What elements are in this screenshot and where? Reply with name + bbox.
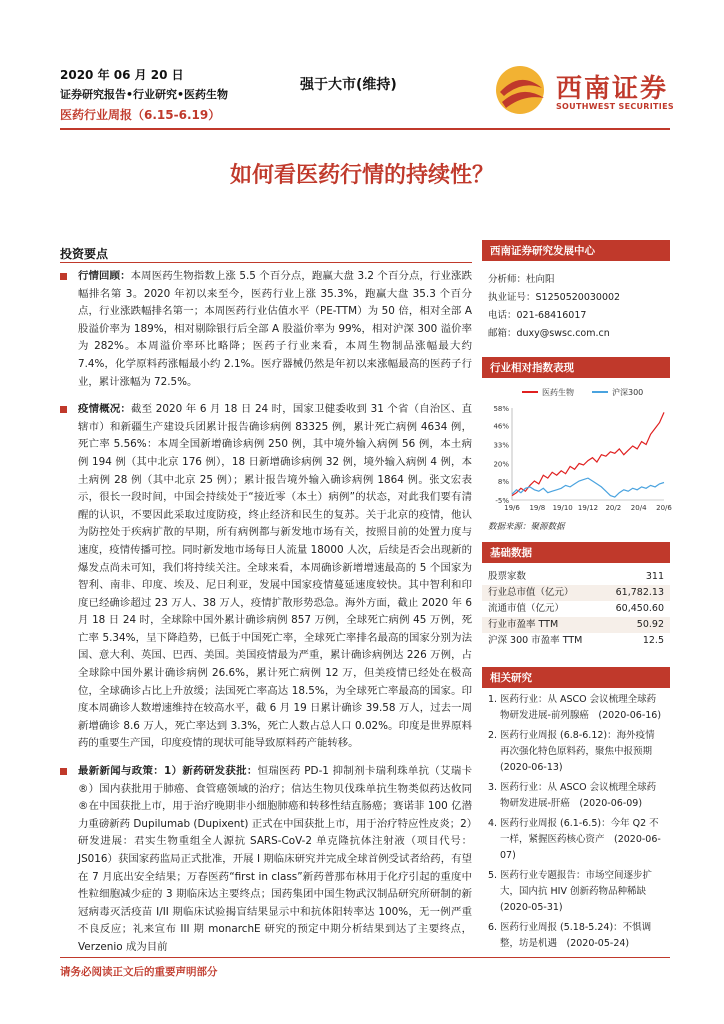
rating: 强于大市(维持) (300, 77, 397, 93)
y-tick-label: 8% (497, 478, 509, 487)
paragraph-news (60, 763, 472, 957)
bullet-icon (60, 768, 67, 775)
paragraph-lead: 行情回顾： (78, 270, 131, 282)
basic-data-key: 行业市盈率 TTM (488, 619, 559, 630)
basic-data-value: 50.92 (636, 619, 664, 630)
paragraph-epidemic (60, 401, 472, 753)
analyst-cert: 执业证号：S1250520030002 (488, 292, 621, 303)
footer-divider (60, 957, 670, 958)
item-title: 医药行业专题报告：市场空间逐步扩大，国内抗 HIV 创新药物品种稀缺 (2020-05-31) (500, 870, 656, 913)
x-tick-label: 19/6 (504, 504, 520, 512)
basic-data-key: 行业总市值（亿元） (488, 587, 574, 598)
x-tick-label: 20/2 (605, 504, 622, 512)
relative-index-chart (482, 382, 670, 520)
y-tick-label: 58% (493, 405, 509, 413)
y-tick-label: 46% (493, 422, 509, 431)
paragraph-text: 恒瑞医药 PD-1 抑制剂卡瑞利珠单抗（艾瑞卡®）国内获批用于肺癌、食管癌领域的治疗；信达生物贝伐珠单抗生物类似药达攸同®在中国获批上市，用于治疗晚期非小细胞肺癌和转移性结直肠癌；赛诺菲 100 亿潜力重磅新药 Dupilumab (Dupixent) 正式在中国获批上市，用于治疗特应性皮炎；2）研发进展：君实生物重组全人源抗 SARS-CoV-2 单克隆抗体注射液（项目代号：JS016）获国家药监局正式批准，开展 I 期临床研究并完成全球首例受试者给药，有望在 7 月底出安全结果；万春医药“first in class”新药普那布林用于化疗引起的重度中性粒细胞减少症的 3 期临床达主要终点；国药集团中国生物武汉制品研究所研制的新冠病毒灭活疫苗 I/II 期临床试验揭盲结果显示中和抗体阳转率达 100%，无一例严重不良反应；礼来宣布 III 期 monarchE 研究的预定中期分析结果到达了主要终点，Verzenio 成为目前 (78, 765, 472, 953)
related-research-item[interactable] (488, 780, 664, 812)
company-logo (492, 62, 682, 118)
basic-data-key: 沪深 300 市盈率 TTM (488, 635, 583, 646)
legend-label: 医药生物 (542, 388, 574, 397)
paragraph-lead: 疫情概况： (78, 403, 132, 416)
basic-data-row (482, 601, 670, 617)
analyst-name: 分析师：杜向阳 (488, 274, 555, 285)
basic-data-value: 12.5 (642, 635, 664, 646)
logo-emblem-icon (492, 62, 548, 118)
research-team-heading: 西南证券研究发展中心 (482, 240, 670, 261)
report-date: 2020 年 06 月 20 日 (60, 68, 184, 82)
report-category: 证券研究报告•行业研究•医药生物 (60, 88, 229, 101)
paragraph-text: 本周医药生物指数上涨 5.5 个百分点，跑赢大盘 3.2 个百分点，行业涨跌幅排名第 3。2020 年初以来至今，医药行业上涨 35.3%，跑赢大盘 35.3 个百分点，行业涨跌幅排名第一；本周医药行业估值水平（PE-TTM）为 50 倍，相对全部 A 股溢价率为 189%，相对剔除银行后全部 A 股溢价率为 99%，相对沪深 300 溢价率为 282%。本周溢价率环比略降；医药子行业来看，本周生物制品涨幅最大约 7.4%，化学原料药涨幅最小约 2.1%。医疗器械仍然是年初以来涨幅最高的医药子行业，累计涨幅为 72.5%。 (78, 270, 473, 388)
basic-data-value: 60,450.60 (615, 603, 664, 614)
item-number: 1. (488, 694, 498, 705)
paragraph-lead: 最新新闻与政策：1）新药研发获批： (78, 765, 258, 778)
item-number: 5. (488, 870, 498, 881)
y-tick-label: 33% (493, 441, 509, 450)
x-tick-label: 19/12 (577, 504, 599, 512)
analyst-email[interactable]: 邮箱：duxy@swsc.com.cn (488, 328, 610, 339)
item-title: 医药行业周报 (6.8-6.12)：海外疫情再次强化特色原料药，聚焦中报预期 (2020-06-13) (500, 730, 662, 773)
related-research-item[interactable] (488, 816, 664, 864)
item-title: 医药行业周报 (5.18-5.24)：不惧调整，坊是机遇 (2020-05-24) (500, 922, 652, 949)
x-tick-label: 19/8 (529, 504, 546, 512)
analyst-phone: 电话：021-68416017 (488, 310, 587, 321)
sidebar (482, 240, 670, 956)
bullet-icon (60, 273, 67, 280)
series-line (512, 412, 664, 495)
basic-data-heading: 基础数据 (482, 542, 670, 563)
section-divider (60, 262, 472, 263)
index-chart-heading: 行业相对指数表现 (482, 357, 670, 378)
basic-data-value: 311 (645, 571, 664, 582)
basic-data-row (482, 585, 670, 601)
header-divider (60, 128, 670, 130)
page-title: 如何看医药行情的持续性？ (229, 163, 494, 188)
x-tick-label: 20/4 (630, 504, 647, 512)
item-number: 4. (488, 818, 498, 829)
paragraph-market-review (60, 268, 472, 391)
basic-data-row (482, 617, 670, 633)
related-research-item[interactable] (488, 692, 664, 724)
item-title: 医药行业周报 (6.1-6.5)：今年 Q2 不一样，紧握医药核心资产 (2020-06-07) (500, 818, 661, 861)
paragraph-text: 截至 2020 年 6 月 18 日 24 时，国家卫健委收到 31 个省（自治区、直辖市）和新疆生产建设兵团累计报告确诊病例 83325 例，累计死亡病例 4634 例，死亡率 5.56%：本周全国新增确诊病例 250 例，其中境外输入病例 56 例，本土病例 194 例（其中北京 176 例），18 日新增确诊病例 32 例，境外输入病例 4 例，本土病例 28 例（其中北京 25 例）；累计报告境外输入确诊病例 1864 例。张文宏表示，很长一段时间，中国会持续处于“接近零（本土）病例”的状态，对此我们要有清醒的认识，不要因此采取过度防疫，终止经济和民生的复苏。关于北京的疫情，他认为防控处于疾病扩散的早期，所有病例都与新发地市场有关，按照目前的处置力度与速度，疫情传播可控。同时新发地市场每日人流量 18000 人次，后续是否会出现新的爆发点尚未可知，我们将持续关注。全球来看，本周确诊新增增速最高的 5 个国家为智利、南非、印度、埃及、尼日利亚，发展中国家疫情蔓延速度较快。其中智利和印度已经确诊超过 23 万人、38 万人，疫情扩散形势恐急。海外方面，截止 2020 年 6 月 18 日 24 时，全球除中国外累计确诊病例 857 万例，全球死亡病例 45 万例，死亡率 5.34%，呈下降趋势，已低于中国死亡率，全球死亡率排名最高的国家分别为法国、意大利、英国、巴西、美国。美国疫情最为严重，累计确诊病例达 226 万例，占全球除中国外累计确诊病例 26.6%，累计死亡病例 12 万，但美疫情已经处在极高位，全球确诊占比上升放缓；法国死亡率高达 18.5%，为全球死亡率最高的国家。印度本周确诊人数增速维持在较高水平，截 6 月 19 日累计确诊 39.58 万人，过去一周新增确诊 8.6 万人，死亡率达到 3.3%，死亡人数占总人口 0.02%。印度是世界原料药的重要生产国，印度疫情的现状可能导致原料药产能转移。 (78, 403, 473, 750)
related-research-list (482, 688, 670, 952)
related-research-item[interactable] (488, 920, 664, 952)
item-title: 医药行业：从 ASCO 会议梳理全球药物研发进展-前列腺癌 (2020-06-16) (500, 694, 662, 721)
bullet-icon (60, 406, 67, 413)
related-research-item[interactable] (488, 868, 664, 916)
related-research-heading: 相关研究 (482, 667, 670, 688)
legend-label: 沪深300 (612, 388, 644, 397)
basic-data-row (482, 633, 670, 649)
investment-points-heading: 投资要点 (60, 247, 109, 261)
x-tick-label: 19/10 (552, 504, 573, 512)
chart-source: 数据来源：聚源数据 (488, 522, 565, 532)
report-weekly-title: 医药行业周报（6.15-6.19） (60, 108, 221, 122)
basic-data-key: 流通市值（亿元） (488, 603, 565, 614)
logo-cn: 西南证券 (556, 74, 669, 104)
item-number: 6. (488, 922, 498, 933)
y-tick-label: -5% (495, 497, 509, 505)
basic-data-key: 股票家数 (488, 571, 527, 582)
basic-data-table (482, 569, 670, 649)
x-tick-label: 20/6 (656, 504, 672, 512)
logo-en: SOUTHWEST SECURITIES (556, 102, 674, 111)
basic-data-row (482, 569, 670, 585)
investment-points-body (60, 268, 472, 967)
basic-data-value: 61,782.13 (615, 587, 664, 598)
item-number: 3. (488, 782, 498, 793)
related-research-item[interactable] (488, 728, 664, 776)
item-number: 2. (488, 730, 498, 741)
item-title: 医药行业：从 ASCO 会议梳理全球药物研发进展-肝癌 (2020-06-09) (500, 782, 657, 809)
y-tick-label: 20% (493, 460, 509, 469)
footer-disclaimer: 请务必阅读正文后的重要声明部分 (60, 966, 218, 978)
